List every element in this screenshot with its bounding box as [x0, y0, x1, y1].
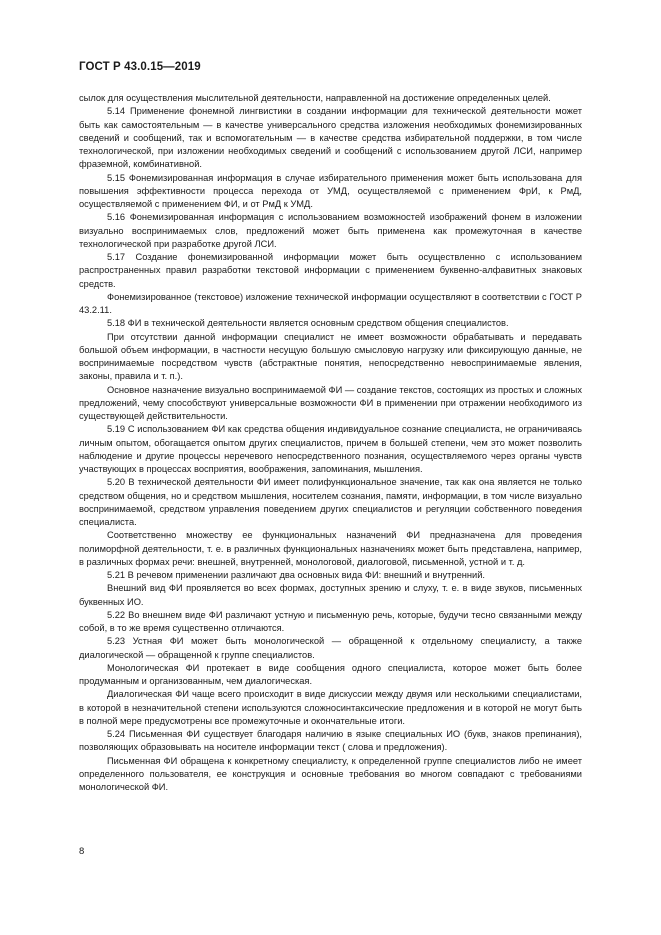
paragraph: сылок для осуществления мыслительной деятельности, направленной на достижение определенных целей. — [79, 93, 551, 103]
paragraph: Диалогическая ФИ чаще всего происходит в виде дискуссии между двумя или несколькими специалистами, в которой в незначительной степени используются сложносинтаксические предложения и в которой не могут быть в полной мере предусмотрены все промежуточные и окончательные итоги. — [79, 689, 582, 726]
paragraph: Письменная ФИ обращена к конкретному специалисту, к определенной группе специалистов либо не имеет определенного пользователя, ее конструкция и основные требования во многом совпадают с требованиями монологической ФИ. — [79, 755, 582, 792]
paragraph: 5.21 В речевом применении различают два основных вида ФИ: внешний и внутренний. — [107, 570, 485, 580]
paragraph: При отсутствии данной информации специалист не имеет возможности обрабатывать и передавать большой объем информации, в частности несущую большую смысловую нагрузку или фиксирующую данные, не воспринимаемые посредством чувств (абстрактные понятия, непосредственно невоспринимаемые явления, законы, правила и т. п.). — [79, 331, 582, 382]
paragraph: 5.19 С использованием ФИ как средства общения индивидуальное сознание специалиста, не ограничиваясь личным опытом, обогащается опытом других специалистов, причем в большей степени, чем это может позволить наблюдение и другие процессы неречевого непосредственного познания, осуществляемого через органы чувств участвующих в процессах восприятия, воображения, запоминания, мышления. — [79, 424, 582, 474]
paragraph: Монологическая ФИ протекает в виде сообщения одного специалиста, которое может быть более продуманным и организованным, чем диалогическая. — [79, 662, 582, 686]
paragraph: 5.15 Фонемизированная информация в случае избирательного применения может быть использована для повышения эффективности процесса перехода от УМД, осуществляемой с применением ФрИ, к РмД, осуществляемой с применением ФИ, и от РмД к УМД. — [79, 172, 582, 209]
paragraph: 5.18 ФИ в технической деятельности является основным средством общения специалистов. — [107, 318, 509, 329]
paragraph: Внешний вид ФИ проявляется во всех формах, доступных зрению и слуху, т. е. в виде звуков, письменных буквенных ИО. — [79, 583, 582, 607]
page-number: 8 — [79, 846, 85, 857]
body-text — [79, 92, 582, 794]
paragraph: 5.16 Фонемизированная информация с использованием возможностей изображений фонем в изложении визуально воспринимаемых слов, предложений может быть применена как промежуточная в качестве технологической при разработке другой ЛСИ. — [79, 212, 582, 249]
paragraph: Соответственно множеству ее функциональных назначений ФИ предназначена для проведения полиморфной деятельности, т. е. в различных функциональных назначениях может быть представлена, например, в различных формах речи: внешней, внутренней, монологовой, диалоговой, письменной, устной и т. д. — [79, 530, 582, 567]
paragraph: 5.23 Устная ФИ может быть монологической — обращенной к отдельному специалисту, а также диалогической — обращенной к группе специалистов. — [79, 636, 582, 660]
document-code-header: ГОСТ Р 43.0.15—2019 — [79, 61, 201, 73]
paragraph: 5.24 Письменная ФИ существует благодаря наличию в языке специальных ИО (букв, знаков препинания), позволяющих образовывать на носителе информации текст ( слова и предложения). — [79, 729, 582, 753]
paragraph: Фонемизированное (текстовое) изложение технической информации осуществляют в соответствии с ГОСТ Р 43.2.11. — [79, 291, 582, 315]
paragraph: 5.22 Во внешнем виде ФИ различают устную и письменную речь, которые, будучи тесно связанными между собой, в то же время существенно отличаются. — [79, 609, 582, 633]
paragraph: Основное назначение визуально воспринимаемой ФИ — создание текстов, состоящих из простых и сложных предложений, чему способствуют универсальные возможности ФИ в применении при отражении необходимого из существующей действительности. — [79, 384, 582, 421]
paragraph: 5.14 Применение фонемной лингвистики в создании информации для технической деятельности может быть как самостоятельным — в качестве универсального средства изложения необходимых фонемизированных сведений и сообщений, так и вспомогательным — в качестве средства избирательной поддержки, в том числе технологической, при изложении необходимых сведений и сообщений с использованием другой ЛСИ, например фраземной, комбинативной. — [79, 106, 582, 170]
paragraph: 5.20 В технической деятельности ФИ имеет полифункциональное значение, так как она является не только средством общения, но и средством мышления, носителем сознания, памяти, информации, в том числе визуально воспринимаемой, средством управления поведением других специалистов и регуляции собственного поведения специалиста. — [79, 477, 582, 527]
paragraph: 5.17 Создание фонемизированной информации может быть осуществленно с использованием распространенных правил разработки текстовой информации с применением буквенно-алфавитных знаковых средств. — [79, 252, 582, 289]
